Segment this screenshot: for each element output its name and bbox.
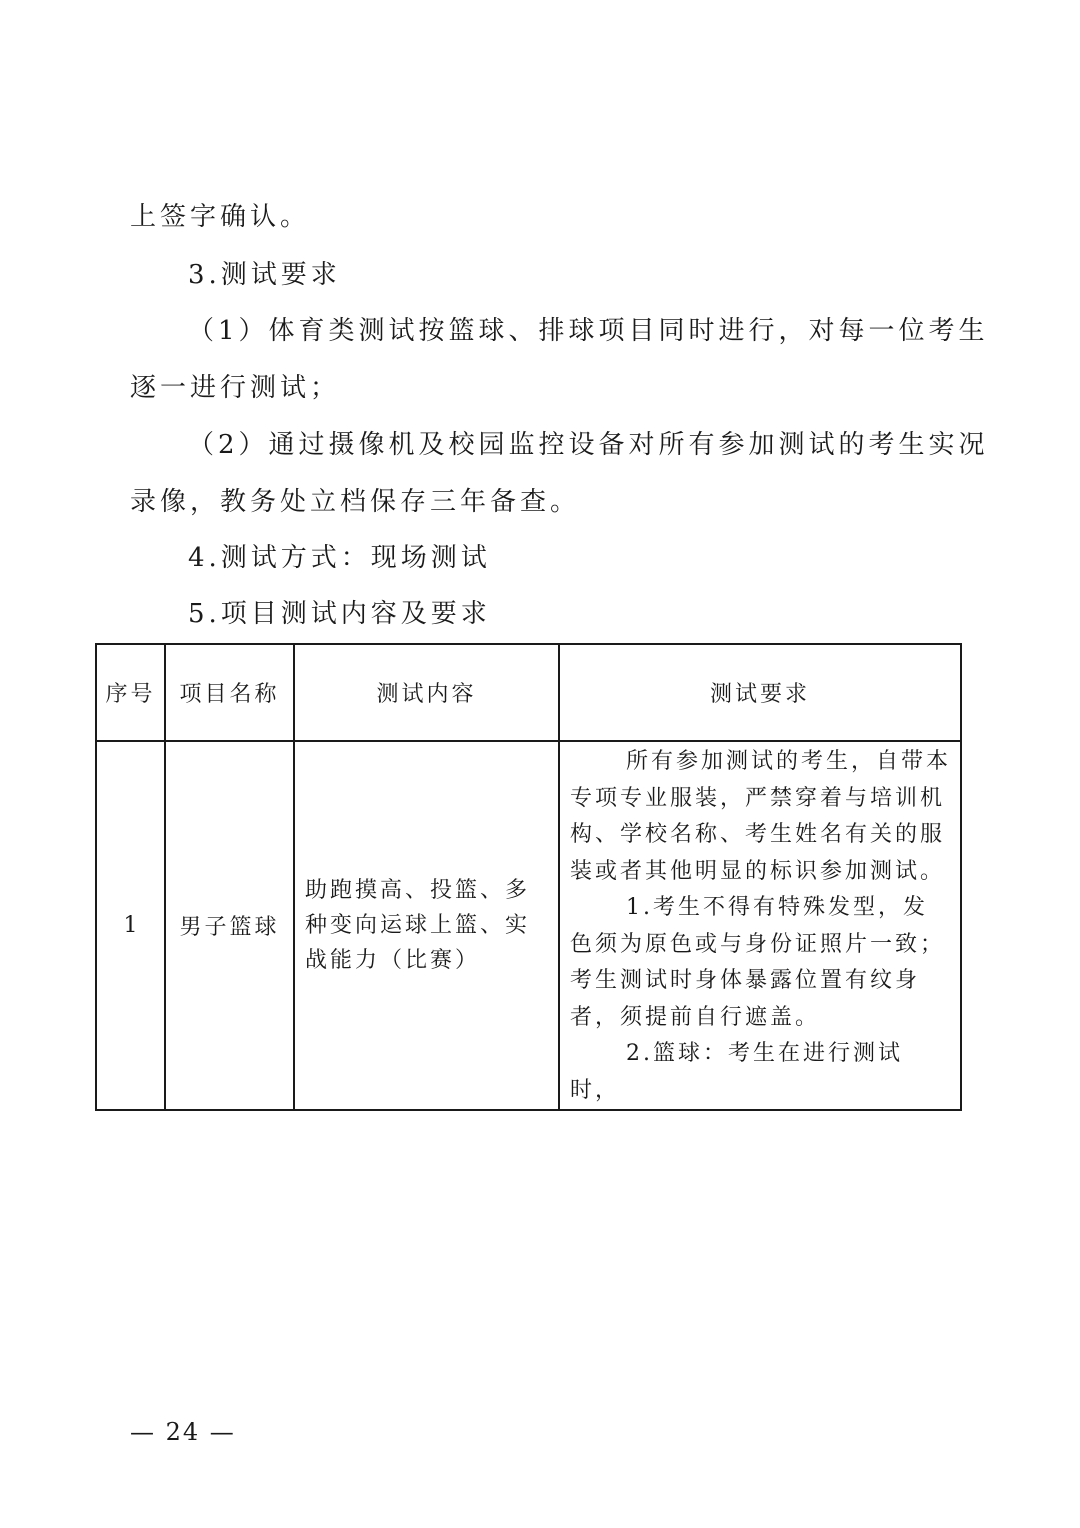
paragraph-requirement-2-line2: 录像，教务处立档保存三年备查。	[130, 487, 581, 517]
header-test-requirement: 测试要求	[559, 644, 961, 741]
table-header-row	[96, 644, 961, 741]
section-heading-test-method: 4.测试方式：现场测试	[188, 543, 491, 573]
paragraph-signature-confirm: 上签字确认。	[130, 202, 311, 232]
cell-test-requirement	[559, 741, 961, 1110]
requirement-intro: 所有参加测试的考生，自带本专项专业服装，严禁穿着与培训机构、学校名称、考生姓名有关的服装或者其他明显的标识参加测试。	[570, 749, 952, 884]
section-heading-test-content: 5.项目测试内容及要求	[188, 599, 491, 629]
header-test-content: 测试内容	[294, 644, 559, 741]
header-item-name: 项目名称	[165, 644, 294, 741]
cell-serial-number: 1	[96, 741, 165, 1110]
section-heading-test-requirements: 3.测试要求	[188, 260, 341, 290]
page-number: — 24 —	[130, 1418, 236, 1446]
paragraph-requirement-1-line2: 逐一进行测试；	[130, 373, 341, 403]
paragraph-requirement-2-line1: （2）通过摄像机及校园监控设备对所有参加测试的考生实况	[188, 430, 989, 460]
requirement-item-2: 2.篮球：考生在进行测试时，	[570, 1041, 903, 1103]
test-content-table	[95, 643, 962, 1111]
requirement-item-1: 1.考生不得有特殊发型，发色须为原色或与身份证照片一致；考生测试时身体暴露位置有纹身者，须提前自行遮盖。	[570, 895, 946, 1030]
table-row	[96, 741, 961, 1110]
cell-test-content: 助跑摸高、投篮、多种变向运球上篮、实战能力（比赛）	[294, 741, 559, 1110]
paragraph-requirement-1-line1: （1）体育类测试按篮球、排球项目同时进行，对每一位考生	[188, 316, 989, 346]
cell-item-name: 男子篮球	[165, 741, 294, 1110]
header-serial-number: 序号	[96, 644, 165, 741]
